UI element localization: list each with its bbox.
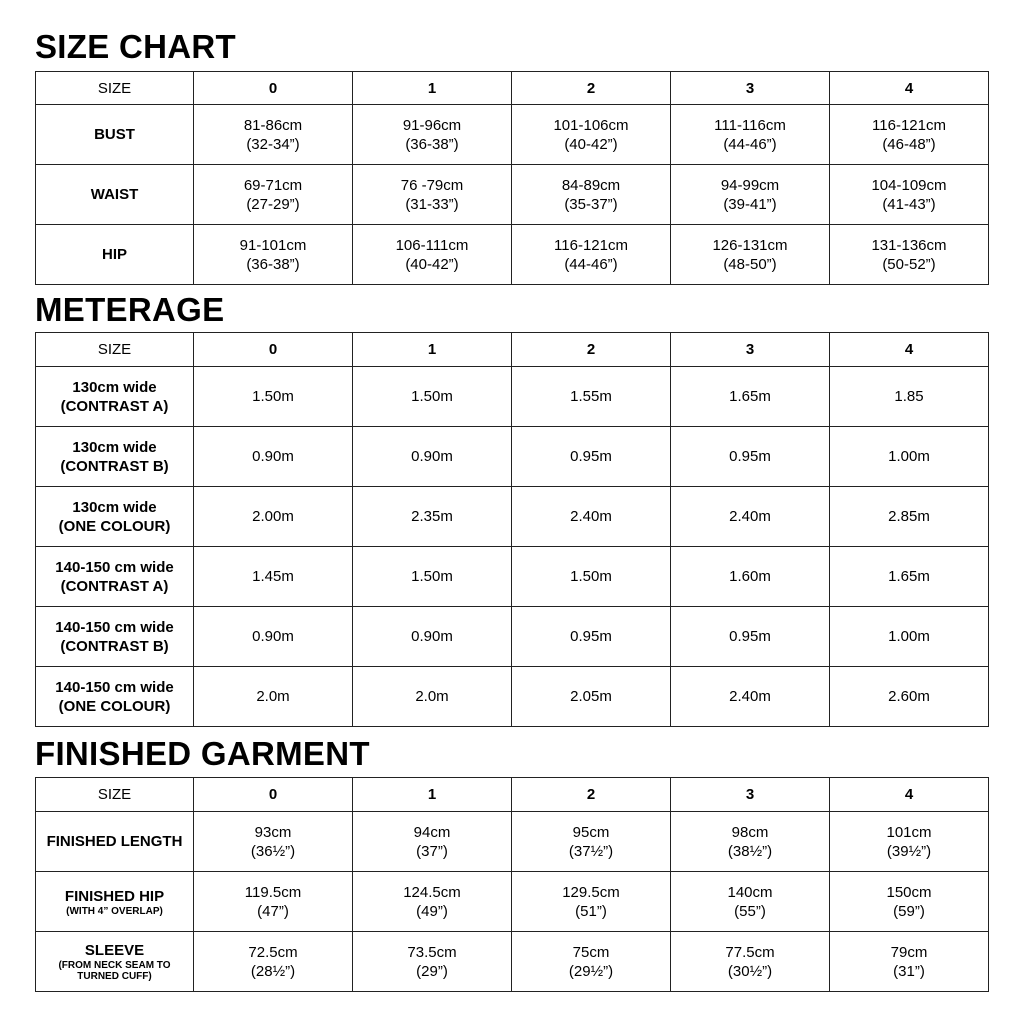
- table-cell: 2.05m: [512, 667, 671, 727]
- finished-garment-header-row: [36, 778, 989, 812]
- table-cell: 1.85: [830, 367, 989, 427]
- table-cell: 1.00m: [830, 427, 989, 487]
- table-cell: 95cm (37½”): [512, 812, 671, 872]
- table-cell: 116-121cm (44-46”): [512, 225, 671, 285]
- table-cell: 2.60m: [830, 667, 989, 727]
- table-cell: 0.95m: [512, 427, 671, 487]
- table-cell: 1.45m: [194, 547, 353, 607]
- table-cell: 79cm (31”): [830, 932, 989, 992]
- table-cell: 93cm (36½”): [194, 812, 353, 872]
- table-cell: 0.90m: [353, 427, 512, 487]
- table-cell: 116-121cm (46-48”): [830, 105, 989, 165]
- table-cell: 98cm (38½”): [671, 812, 830, 872]
- finished-garment-table: [35, 777, 989, 992]
- meterage-title: METERAGE: [35, 291, 225, 328]
- table-cell: 91-96cm (36-38”): [353, 105, 512, 165]
- table-cell: 1.50m: [512, 547, 671, 607]
- table-row: [36, 932, 989, 992]
- table-row: [36, 812, 989, 872]
- header-size-1: 1: [353, 778, 512, 812]
- table-cell: 119.5cm (47”): [194, 872, 353, 932]
- table-row: [36, 607, 989, 667]
- table-cell: 0.90m: [353, 607, 512, 667]
- header-size-1: 1: [353, 72, 512, 105]
- table-cell: 1.65m: [830, 547, 989, 607]
- table-row: [36, 427, 989, 487]
- table-cell: 72.5cm (28½”): [194, 932, 353, 992]
- row-label-finished-hip: FINISHED HIP (WITH 4” OVERLAP): [36, 872, 194, 932]
- table-cell: 75cm (29½”): [512, 932, 671, 992]
- table-cell: 77.5cm (30½”): [671, 932, 830, 992]
- size-chart-header-row: [36, 72, 989, 105]
- table-cell: 150cm (59”): [830, 872, 989, 932]
- table-cell: 2.35m: [353, 487, 512, 547]
- table-cell: 0.90m: [194, 607, 353, 667]
- table-cell: 91-101cm (36-38”): [194, 225, 353, 285]
- table-row: [36, 487, 989, 547]
- table-cell: 101cm (39½”): [830, 812, 989, 872]
- row-label-fabric: 130cm wide (ONE COLOUR): [36, 487, 194, 547]
- row-label-waist: WAIST: [36, 165, 194, 225]
- header-size-label: SIZE: [36, 778, 194, 812]
- size-chart-table: [35, 71, 989, 285]
- header-size-4: 4: [830, 72, 989, 105]
- table-cell: 1.65m: [671, 367, 830, 427]
- table-cell: 124.5cm (49”): [353, 872, 512, 932]
- meterage-header-row: [36, 333, 989, 367]
- size-chart-title: SIZE CHART: [35, 28, 236, 65]
- meterage-table: [35, 332, 989, 727]
- table-cell: 94-99cm (39-41”): [671, 165, 830, 225]
- header-size-4: 4: [830, 333, 989, 367]
- table-cell: 81-86cm (32-34”): [194, 105, 353, 165]
- table-cell: 0.95m: [671, 427, 830, 487]
- table-cell: 1.50m: [353, 367, 512, 427]
- row-label-bust: BUST: [36, 105, 194, 165]
- table-cell: 2.0m: [353, 667, 512, 727]
- table-cell: 140cm (55”): [671, 872, 830, 932]
- header-size-label: SIZE: [36, 72, 194, 105]
- header-size-4: 4: [830, 778, 989, 812]
- table-row: [36, 872, 989, 932]
- table-cell: 2.85m: [830, 487, 989, 547]
- table-cell: 0.95m: [512, 607, 671, 667]
- row-label-fabric: 140-150 cm wide (CONTRAST A): [36, 547, 194, 607]
- table-cell: 106-111cm (40-42”): [353, 225, 512, 285]
- header-size-0: 0: [194, 72, 353, 105]
- table-cell: 129.5cm (51”): [512, 872, 671, 932]
- row-label-hip: HIP: [36, 225, 194, 285]
- table-cell: 104-109cm (41-43”): [830, 165, 989, 225]
- table-cell: 84-89cm (35-37”): [512, 165, 671, 225]
- header-size-3: 3: [671, 333, 830, 367]
- row-label-fabric: 130cm wide (CONTRAST A): [36, 367, 194, 427]
- header-size-2: 2: [512, 72, 671, 105]
- table-cell: 1.50m: [353, 547, 512, 607]
- header-size-3: 3: [671, 72, 830, 105]
- header-size-1: 1: [353, 333, 512, 367]
- header-size-3: 3: [671, 778, 830, 812]
- table-cell: 1.00m: [830, 607, 989, 667]
- table-cell: 2.40m: [671, 487, 830, 547]
- table-cell: 76 -79cm (31-33”): [353, 165, 512, 225]
- table-cell: 2.00m: [194, 487, 353, 547]
- table-cell: 0.90m: [194, 427, 353, 487]
- table-cell: 94cm (37”): [353, 812, 512, 872]
- header-size-2: 2: [512, 778, 671, 812]
- table-cell: 2.0m: [194, 667, 353, 727]
- table-cell: 69-71cm (27-29”): [194, 165, 353, 225]
- header-size-2: 2: [512, 333, 671, 367]
- row-label-fabric: 130cm wide (CONTRAST B): [36, 427, 194, 487]
- table-cell: 111-116cm (44-46”): [671, 105, 830, 165]
- table-row: [36, 165, 989, 225]
- table-cell: 2.40m: [671, 667, 830, 727]
- table-cell: 2.40m: [512, 487, 671, 547]
- row-label-fabric: 140-150 cm wide (CONTRAST B): [36, 607, 194, 667]
- table-row: [36, 547, 989, 607]
- row-label-finished-length: FINISHED LENGTH: [36, 812, 194, 872]
- table-cell: 131-136cm (50-52”): [830, 225, 989, 285]
- table-row: [36, 367, 989, 427]
- table-row: [36, 667, 989, 727]
- table-cell: 1.50m: [194, 367, 353, 427]
- header-size-label: SIZE: [36, 333, 194, 367]
- table-cell: 1.60m: [671, 547, 830, 607]
- table-cell: 126-131cm (48-50”): [671, 225, 830, 285]
- table-cell: 0.95m: [671, 607, 830, 667]
- table-cell: 1.55m: [512, 367, 671, 427]
- table-row: [36, 225, 989, 285]
- finished-garment-title: FINISHED GARMENT: [35, 735, 370, 772]
- header-size-0: 0: [194, 333, 353, 367]
- header-size-0: 0: [194, 778, 353, 812]
- table-row: [36, 105, 989, 165]
- table-cell: 73.5cm (29”): [353, 932, 512, 992]
- table-cell: 101-106cm (40-42”): [512, 105, 671, 165]
- row-label-fabric: 140-150 cm wide (ONE COLOUR): [36, 667, 194, 727]
- row-label-sleeve: SLEEVE (FROM NECK SEAM TO TURNED CUFF): [36, 932, 194, 992]
